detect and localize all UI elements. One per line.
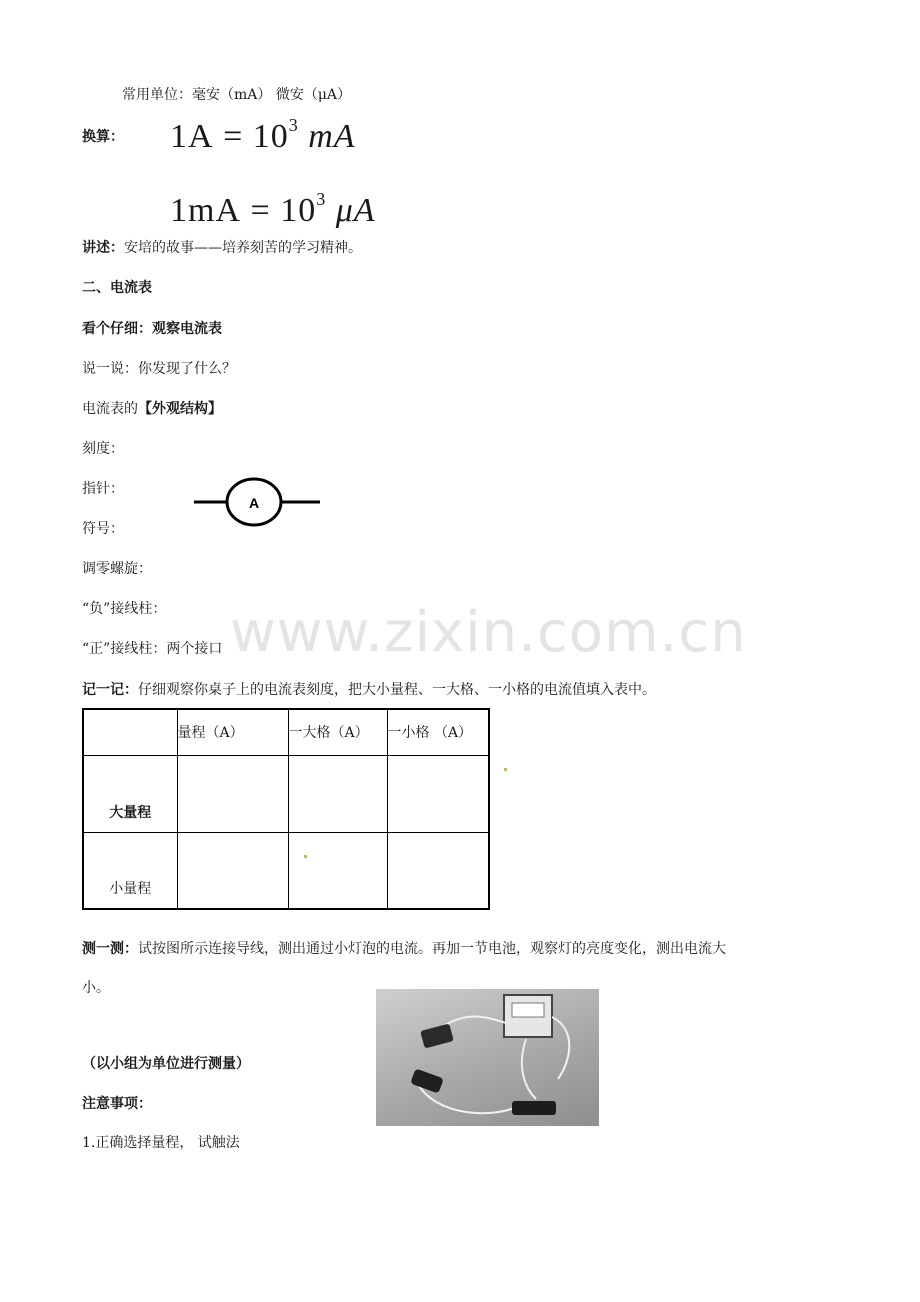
zero-screw-line: 调零螺旋： [82, 561, 152, 577]
stray-mark [304, 855, 307, 858]
pointer-line: 指针： [82, 481, 124, 497]
remember-label: 记一记： [82, 682, 138, 698]
formula-1-lhs: 1A [170, 118, 214, 155]
measure-label: 测一测： [82, 941, 138, 957]
photo-lamp-holder [420, 1023, 454, 1048]
table-header-row [83, 709, 489, 755]
look-carefully: 看个仔细：观察电流表 [82, 321, 222, 337]
scale-line: 刻度： [82, 441, 124, 457]
formula-1-unit: mA [308, 118, 356, 155]
say-line: 说一说：你发现了什么？ [82, 361, 236, 377]
photo-switch [410, 1068, 444, 1093]
formula-1-base: 10 [252, 118, 289, 155]
table-cell[interactable] [288, 832, 387, 909]
table-cell[interactable] [288, 755, 387, 832]
structure-prefix: 电流表的 [82, 401, 138, 417]
formula-1 [170, 114, 356, 156]
notes-label: 注意事项： [82, 1096, 152, 1112]
photo-ammeter-dial [512, 1003, 544, 1017]
narrate-label: 讲述： [82, 240, 124, 256]
table-header-cell: 量程（A） [177, 709, 288, 755]
remember-line [82, 679, 656, 699]
group-note: （以小组为单位进行测量） [82, 1056, 250, 1072]
note-1: 1.正确选择量程， 试触法 [82, 1135, 240, 1151]
neg-terminal-line: “负”接线柱： [82, 601, 167, 617]
watermark: www.zixin.com.cn [230, 600, 747, 665]
conversion-label: 换算： [82, 129, 124, 145]
units-line: 常用单位：毫安（mA） 微安（μA） [122, 87, 352, 103]
table-header-cell [83, 709, 177, 755]
table-row-label: 小量程 [83, 832, 177, 909]
formula-2-unit: μA [335, 192, 376, 229]
table-row [83, 755, 489, 832]
photo-battery-holder [512, 1101, 556, 1115]
structure-line [82, 398, 222, 418]
circuit-photo-art [376, 989, 599, 1126]
formula-2 [170, 188, 376, 230]
measure-text-1: 试按图所示连接导线，测出通过小灯泡的电流。再加一节电池，观察灯的亮度变化，测出电流大 [138, 941, 726, 957]
pos-terminal-line: “正”接线柱：两个接口 [82, 641, 223, 657]
table-row [83, 832, 489, 909]
stray-mark [504, 768, 507, 771]
formula-2-exponent: 3 [316, 188, 327, 209]
table-cell[interactable] [177, 755, 288, 832]
remember-text: 仔细观察你桌子上的电流表刻度，把大小量程、一大格、一小格的电流值填入表中。 [138, 682, 656, 698]
table-header-cell: 一小格 （A） [387, 709, 489, 755]
formula-2-lhs: 1mA [170, 192, 241, 229]
formula-2-base: 10 [280, 192, 317, 229]
table-row-label: 大量程 [83, 755, 177, 832]
symbol-line: 符号： [82, 521, 124, 537]
circuit-photo [376, 989, 599, 1126]
formula-2-equals: = [250, 192, 271, 229]
table-cell[interactable] [177, 832, 288, 909]
ammeter-symbol [194, 477, 322, 529]
table-cell[interactable] [387, 832, 489, 909]
structure-bold: 【外观结构】 [138, 401, 222, 417]
measure-line-2: 小。 [82, 980, 110, 996]
formula-1-equals: = [223, 118, 244, 155]
table-cell[interactable] [387, 755, 489, 832]
photo-wire [552, 1017, 569, 1079]
narrate-text: 安培的故事——培养刻苦的学习精神。 [124, 240, 362, 256]
ammeter-letter: A [248, 495, 260, 511]
measure-line-1 [82, 938, 726, 958]
range-table [82, 708, 490, 910]
table-header-cell: 一大格（A） [288, 709, 387, 755]
section-title: 二、电流表 [82, 280, 152, 296]
formula-1-exponent: 3 [288, 114, 299, 135]
photo-wire [522, 1039, 536, 1099]
narrate-line [82, 237, 362, 257]
